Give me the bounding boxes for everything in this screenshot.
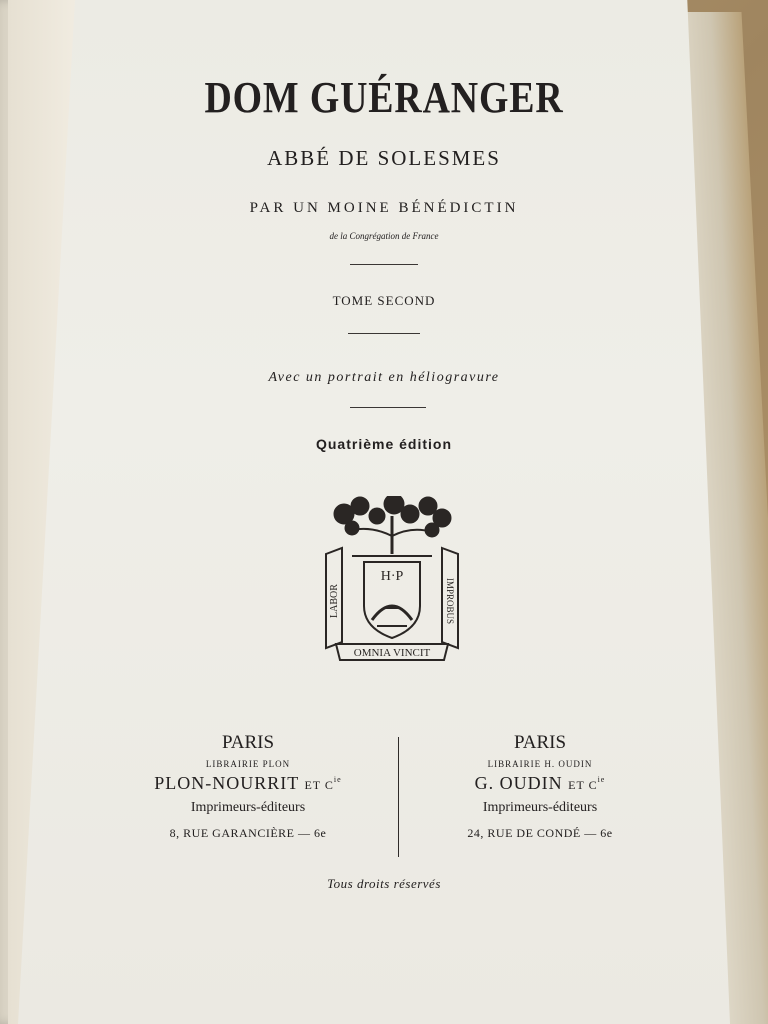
publisher-address: 24, RUE DE CONDÉ — 6e	[467, 826, 613, 840]
publisher-role: Imprimeurs-éditeurs	[482, 800, 598, 815]
book-subtitle: ABBÉ DE SOLESMES	[267, 146, 501, 170]
publisher-role: Imprimeurs-éditeurs	[190, 800, 306, 815]
publisher-right	[410, 732, 670, 841]
publisher-city: PARIS	[513, 732, 567, 753]
mark-initials: H·P	[380, 569, 404, 584]
mark-banner-left: LABOR	[329, 584, 340, 618]
publisher-name	[118, 773, 378, 794]
publisher-suffix: ET C	[304, 778, 334, 792]
edition-label: Quatrième édition	[315, 436, 453, 452]
mark-motto: OMNIA VINCIT	[353, 647, 431, 659]
publisher-name-text: G. OUDIN	[474, 773, 563, 793]
publisher-left	[118, 732, 378, 841]
book-title: DOM GUÉRANGER	[204, 73, 564, 122]
divider-rule	[348, 333, 420, 334]
portrait-note: Avec un portrait en héliogravure	[268, 370, 500, 385]
publisher-suffix-sup: ie	[333, 775, 342, 784]
publisher-address: 8, RUE GARANCIÈRE — 6e	[169, 826, 327, 840]
publisher-library: LIBRAIRIE PLON	[205, 759, 291, 769]
congregation-line: de la Congrégation de France	[329, 231, 439, 241]
volume-label: TOME SECOND	[332, 293, 436, 308]
divider-rule	[350, 407, 426, 408]
publisher-library: LIBRAIRIE H. OUDIN	[487, 759, 593, 769]
mark-banner-right: IMPROBUS	[445, 577, 455, 625]
publisher-name	[410, 773, 670, 794]
author-line: PAR UN MOINE BÉNÉDICTIN	[249, 200, 519, 216]
divider-rule	[350, 264, 418, 265]
rights-notice: Tous droits réservés	[327, 876, 441, 891]
publisher-suffix: ET C	[568, 778, 598, 792]
publisher-suffix-sup: ie	[597, 775, 606, 784]
publisher-divider	[398, 737, 399, 857]
printers-device-icon	[322, 496, 462, 662]
publisher-name-text: PLON-NOURRIT	[154, 773, 299, 793]
publisher-city: PARIS	[221, 732, 275, 753]
